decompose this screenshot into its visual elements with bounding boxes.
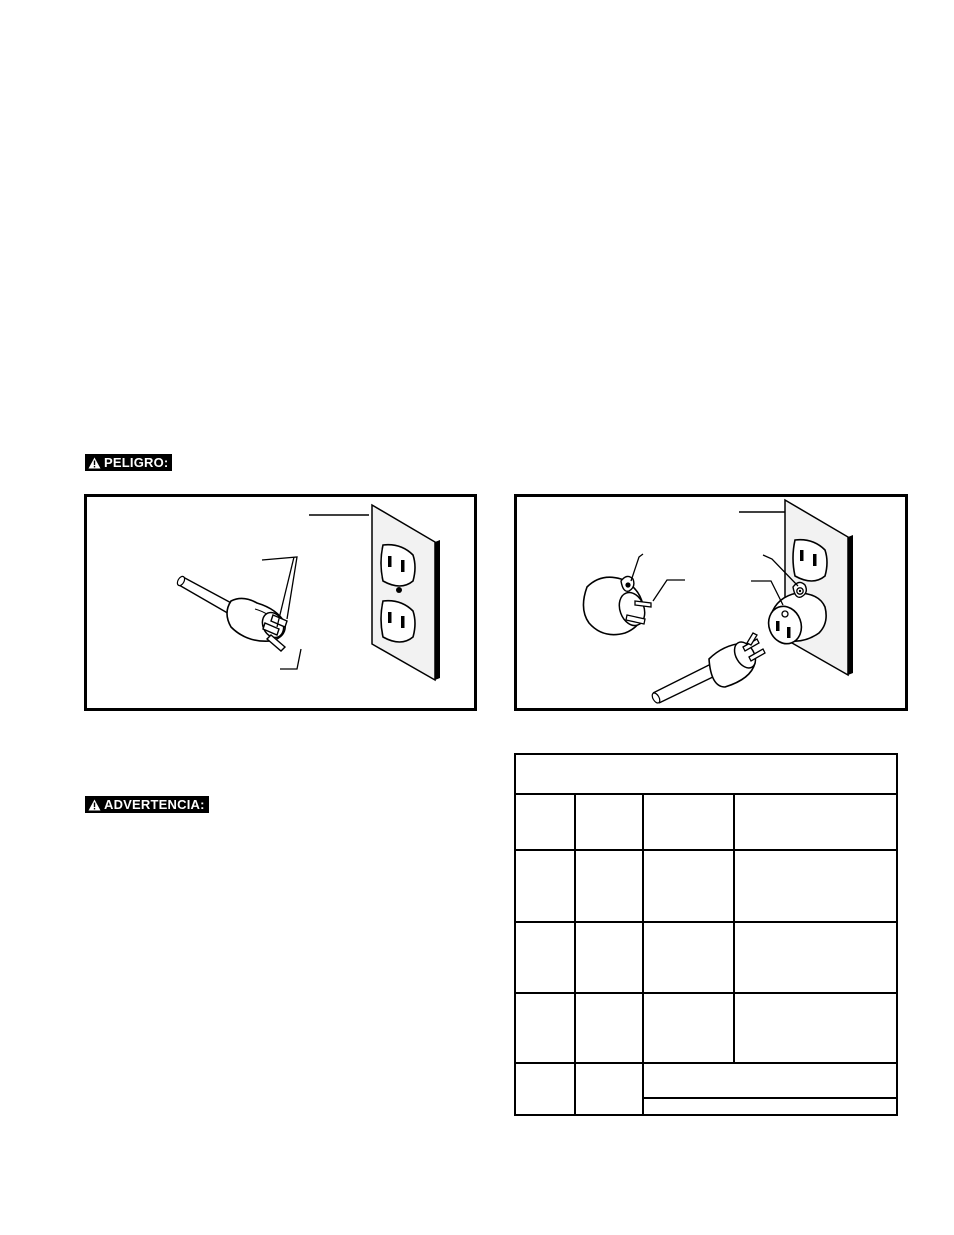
table-row-rule <box>516 992 896 994</box>
danger-badge <box>85 454 172 471</box>
table-column-rule <box>642 793 644 1114</box>
warning-triangle-icon <box>88 799 101 811</box>
table-header-rule <box>516 793 896 795</box>
table-row-rule <box>516 1062 896 1064</box>
table-subrow-rule <box>643 1097 896 1099</box>
warning-label: ADVERTENCIA: <box>104 797 205 812</box>
extension-cord-table <box>514 753 898 1116</box>
grounding-adapter-illustration <box>517 497 905 708</box>
table-column-rule <box>574 793 576 1114</box>
table-column-rule <box>733 793 735 1064</box>
grounded-plug-illustration <box>87 497 474 708</box>
warning-badge <box>85 796 209 813</box>
table-row-rule <box>516 921 896 923</box>
figure-adapter-outlet <box>514 494 908 711</box>
figure-grounded-plug-outlet <box>84 494 477 711</box>
warning-triangle-icon <box>88 457 101 469</box>
danger-label: PELIGRO: <box>104 455 169 470</box>
table-row-rule <box>516 849 896 851</box>
